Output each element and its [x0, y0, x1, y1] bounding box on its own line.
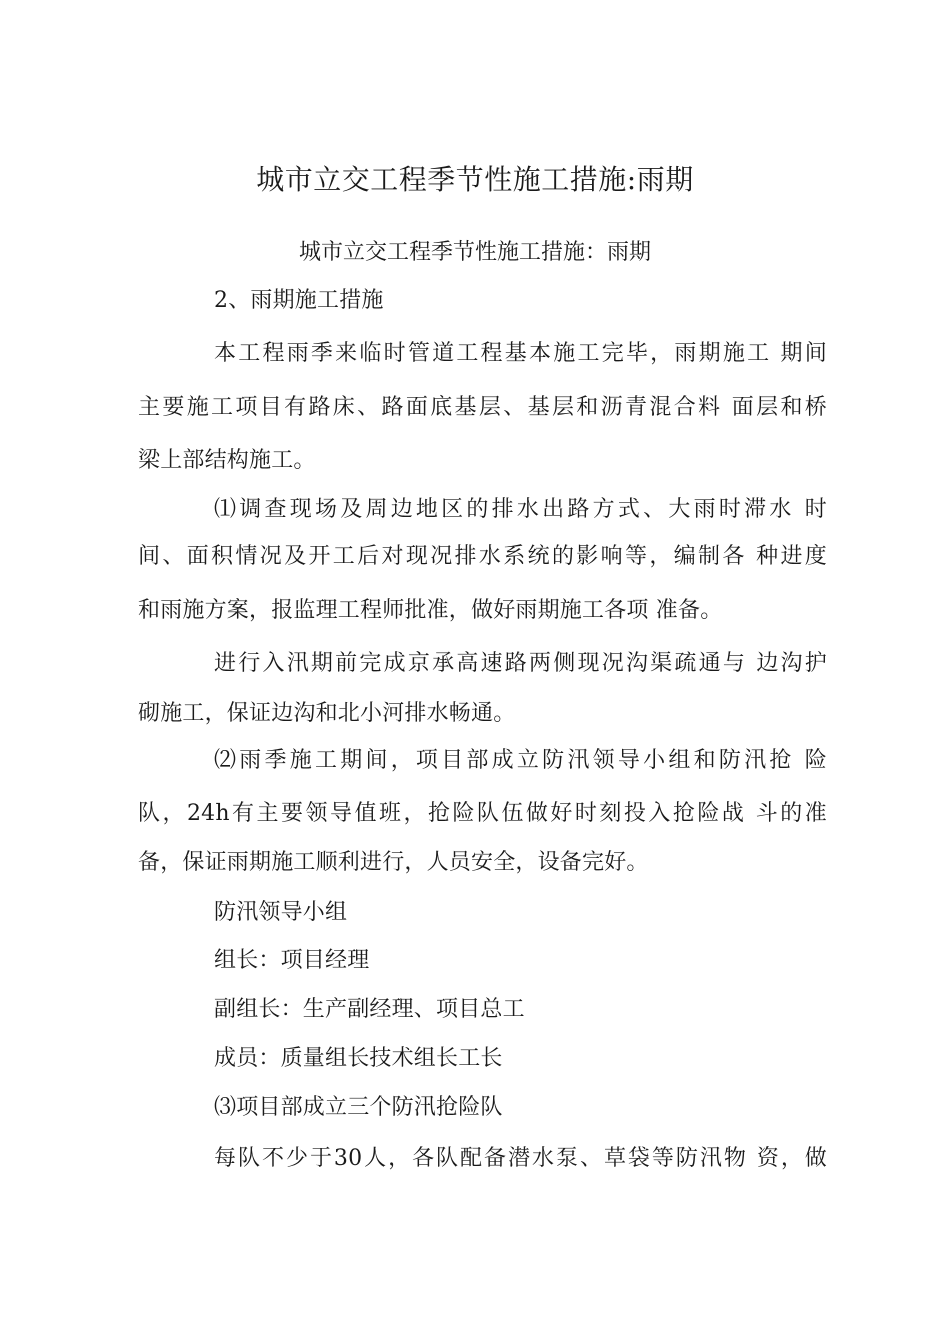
item2-line2: 队，24h有主要领导值班，抢险队伍做好时刻投入抢险战 斗的准	[138, 801, 827, 826]
item3-line1: ⑶项目部成立三个防汛抢险队	[214, 1095, 503, 1120]
team-deputy: 副组长：生产副经理、项目总工	[214, 997, 525, 1022]
paragraph2-line2: 砌施工，保证边沟和北小河排水畅通。	[138, 701, 516, 726]
paragraph1-line1: 本工程雨季来临时管道工程基本施工完毕，雨期施工 期间	[214, 341, 827, 366]
paragraph2-line1: 进行入汛期前完成京承高速路两侧现况沟渠疏通与 边沟护	[214, 651, 827, 676]
item2-line1: ⑵雨季施工期间，项目部成立防汛领导小组和防汛抢 险	[214, 748, 827, 773]
paragraph1-line3: 梁上部结构施工。	[138, 448, 316, 473]
team-members: 成员：质量组长技术组长工长	[214, 1046, 503, 1071]
item2-line3: 备，保证雨期施工顺利进行，人员安全，设备完好。	[138, 850, 649, 875]
section-heading: 2、雨期施工措施	[214, 288, 384, 313]
item3-line2: 每队不少于30人，各队配备潜水泵、草袋等防汛物 资，做	[214, 1146, 827, 1171]
team-heading: 防汛领导小组	[214, 900, 348, 925]
item1-line1: ⑴调查现场及周边地区的排水出路方式、大雨时滞水 时	[214, 497, 827, 522]
document-subtitle: 城市立交工程季节性施工措施：雨期	[298, 240, 651, 265]
paragraph1-line2: 主要施工项目有路床、路面底基层、基层和沥青混合料 面层和桥	[138, 395, 827, 420]
document-title: 城市立交工程季节性施工措施:雨期	[256, 163, 694, 196]
item1-line2: 间、面积情况及开工后对现况排水系统的影响等，编制各 种进度	[138, 544, 827, 569]
item1-line3: 和雨施方案，报监理工程师批准，做好雨期施工各项 准备。	[138, 598, 723, 623]
team-leader: 组长：项目经理	[214, 948, 370, 973]
